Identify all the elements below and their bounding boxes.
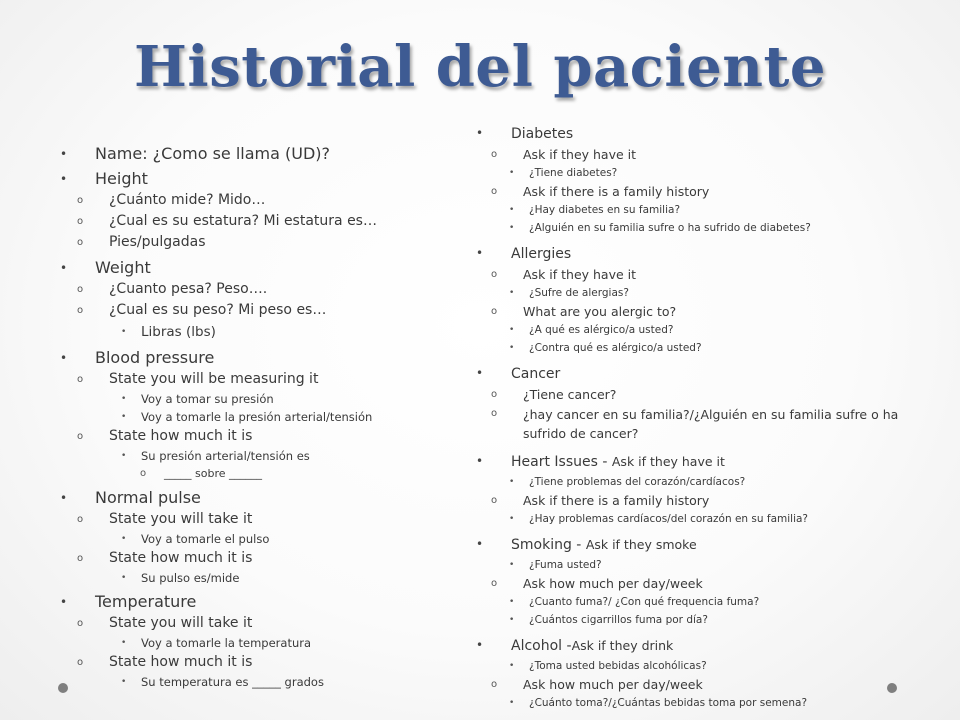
slide-title: Historial del paciente <box>134 34 826 100</box>
diabetes-q1-sub: • ¿Tiene diabetes? <box>509 164 926 182</box>
height-item: o ¿Cuánto mide? Mido… <box>68 190 460 211</box>
bullet-cancer <box>476 362 926 385</box>
allergies-q1-sub: • ¿Sufre de alergias? <box>509 284 926 302</box>
diabetes-q2-sub: • ¿Hay diabetes en su familia? <box>509 201 926 219</box>
heart-sub: • ¿Tiene problemas del corazón/cardíacos? <box>509 473 926 491</box>
bullet-smoking <box>476 533 926 556</box>
weight-label: Weight <box>95 258 151 277</box>
allergies-label: Allergies <box>511 246 572 262</box>
height-item: o ¿Cual es su estatura? Mi estatura es… <box>68 211 460 232</box>
heart-label: Heart Issues - <box>511 454 612 470</box>
bullet-temperature <box>60 591 460 613</box>
smoking-q1: o Ask how much per day/week <box>482 574 926 593</box>
smoking-q1-sub: • ¿Cuántos cigarrillos fuma por día? <box>509 611 926 629</box>
smoking-sub: • ¿Fuma usted? <box>509 556 926 574</box>
height-label: Height <box>95 169 148 188</box>
corner-dot-left-icon <box>58 683 68 693</box>
bullet-height <box>60 168 460 190</box>
blood-q1: o State you will be measuring it <box>68 369 460 390</box>
height-item: o Pies/pulgadas <box>68 232 460 253</box>
weight-item: o ¿Cuanto pesa? Peso…. <box>68 279 460 300</box>
smoking-label-extra: Ask if they smoke <box>585 537 697 552</box>
alcohol-label-extra: Ask if they drink <box>571 638 674 653</box>
diabetes-q2-sub: • ¿Alguién en su familia sufre o ha sufrido de diabetes? <box>509 219 926 237</box>
diabetes-q1: o Ask if they have it <box>482 145 926 164</box>
heart-q1-sub: • ¿Hay problemas cardíacos/del corazón en su familia? <box>509 510 926 528</box>
cancer-q1: o ¿Tiene cancer? <box>482 385 926 404</box>
bullet-name <box>60 143 460 165</box>
heart-q1: o Ask if there is a family history <box>482 491 926 510</box>
bullet-diabetes <box>476 122 926 145</box>
smoking-label: Smoking - <box>511 537 586 553</box>
temp-q1-sub: • Voy a tomarle la temperatura <box>121 634 460 652</box>
bullet-allergies <box>476 242 926 265</box>
diabetes-q2: o Ask if there is a family history <box>482 182 926 201</box>
left-column <box>60 140 460 691</box>
bullet-alcohol <box>476 634 926 657</box>
right-column <box>476 119 926 712</box>
weight-item: o ¿Cual es su peso? Mi peso es… <box>68 300 460 321</box>
allergies-q1: o Ask if they have it <box>482 265 926 284</box>
blood-q2-sub: • Su presión arterial/tensión es <box>121 447 460 465</box>
pulse-q1-sub: • Voy a tomarle el pulso <box>121 530 460 548</box>
bullet-blood-pressure <box>60 347 460 369</box>
bullet-heart-issues <box>476 450 926 473</box>
blood-q2: o State how much it is <box>68 426 460 447</box>
corner-dot-right-icon <box>887 683 897 693</box>
cancer-label: Cancer <box>511 366 561 382</box>
temp-q2: o State how much it is <box>68 652 460 673</box>
smoking-q1-sub: • ¿Cuanto fuma?/ ¿Con qué frequencia fuma? <box>509 593 926 611</box>
blood-q1-sub: • Voy a tomarle la presión arterial/tensión <box>121 408 460 426</box>
pulse-q2-sub: • Su pulso es/mide <box>121 569 460 587</box>
alcohol-q1-sub: • ¿Cuánto toma?/¿Cuántas bebidas toma por semena? <box>509 694 926 712</box>
heart-label-extra: Ask if they have it <box>611 454 725 469</box>
cancer-q2: o ¿hay cancer en su familia?/¿Alguién en su familia sufre o ha sufrido de cancer? <box>482 404 926 445</box>
allergies-q2: o What are you alergic to? <box>482 302 926 321</box>
allergies-q2-sub: • ¿A qué es alérgico/a usted? <box>509 321 926 339</box>
bullet-normal-pulse <box>60 487 460 509</box>
temp-q2-sub: • Su temperatura es _____ grados <box>121 673 460 691</box>
bullet-weight <box>60 257 460 279</box>
diabetes-label: Diabetes <box>511 126 574 142</box>
blood-q2-subsub: o _____ sobre ______ <box>140 465 460 483</box>
pulse-q2: o State how much it is <box>68 548 460 569</box>
alcohol-sub: • ¿Toma usted bebidas alcohólicas? <box>509 657 926 675</box>
alcohol-q1: o Ask how much per day/week <box>482 675 926 694</box>
pulse-label: Normal pulse <box>95 488 201 507</box>
blood-q1-sub: • Voy a tomar su presión <box>121 390 460 408</box>
blood-label: Blood pressure <box>95 348 215 367</box>
alcohol-label: Alcohol - <box>511 638 572 654</box>
weight-sub: • Libras (lbs) <box>121 321 460 343</box>
temp-label: Temperature <box>95 592 197 611</box>
pulse-q1: o State you will take it <box>68 509 460 530</box>
name-text: Name: ¿Como se llama (UD)? <box>95 144 331 163</box>
temp-q1: o State you will take it <box>68 613 460 634</box>
allergies-q2-sub: • ¿Contra qué es alérgico/a usted? <box>509 339 926 357</box>
